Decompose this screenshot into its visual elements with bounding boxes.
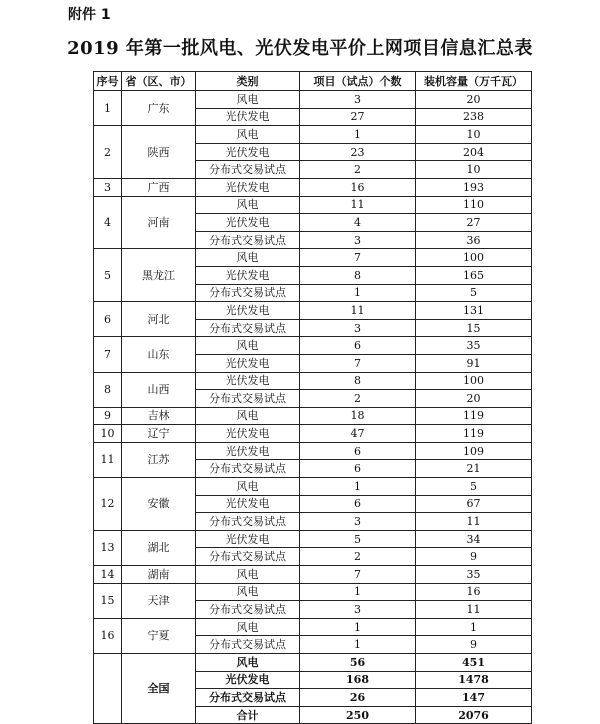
row-capacity: 34: [416, 530, 532, 548]
row-project-count: 1: [300, 583, 416, 601]
row-project-count: 168: [300, 671, 416, 689]
row-project-count: 6: [300, 337, 416, 355]
row-category: 风电: [196, 618, 300, 636]
table-row: [94, 425, 532, 443]
row-category: 风电: [196, 249, 300, 267]
row-capacity: 67: [416, 495, 532, 513]
table-row: [94, 530, 532, 548]
row-capacity: 119: [416, 425, 532, 443]
row-project-count: 1: [300, 126, 416, 144]
row-province: 湖南: [122, 566, 196, 584]
row-capacity: 5: [416, 478, 532, 496]
row-index: 7: [94, 337, 122, 372]
row-province: 湖北: [122, 530, 196, 565]
total-capacity: 2076: [416, 706, 532, 724]
attachment-label: 附件 1: [68, 7, 111, 23]
row-capacity: 193: [416, 178, 532, 196]
row-capacity: 238: [416, 108, 532, 126]
row-category: 分布式交易试点: [196, 548, 300, 566]
row-project-count: 11: [300, 196, 416, 214]
row-category: 光伏发电: [196, 108, 300, 126]
row-project-count: 1: [300, 618, 416, 636]
row-province: 宁夏: [122, 618, 196, 653]
row-project-count: 4: [300, 214, 416, 232]
row-index: 11: [94, 442, 122, 477]
row-project-count: 3: [300, 231, 416, 249]
row-capacity: 20: [416, 390, 532, 408]
row-project-count: 8: [300, 266, 416, 284]
row-project-count: 7: [300, 249, 416, 267]
row-category: 风电: [196, 654, 300, 672]
row-category: 风电: [196, 196, 300, 214]
row-category: 光伏发电: [196, 442, 300, 460]
row-project-count: 16: [300, 178, 416, 196]
row-province: 河北: [122, 302, 196, 337]
row-index: 8: [94, 372, 122, 407]
row-province: 安徽: [122, 478, 196, 531]
row-category: 分布式交易试点: [196, 319, 300, 337]
row-project-count: 3: [300, 319, 416, 337]
row-index: 1: [94, 91, 122, 126]
row-capacity: 109: [416, 442, 532, 460]
row-capacity: 119: [416, 407, 532, 425]
row-project-count: 27: [300, 108, 416, 126]
row-project-count: 1: [300, 636, 416, 654]
row-project-count: 7: [300, 354, 416, 372]
table-row: [94, 249, 532, 267]
column-header-index: 序号: [94, 72, 122, 91]
row-province: 广西: [122, 178, 196, 196]
row-capacity: 9: [416, 548, 532, 566]
table-row: [94, 196, 532, 214]
row-capacity: 110: [416, 196, 532, 214]
row-category: 光伏发电: [196, 214, 300, 232]
row-province: 江苏: [122, 442, 196, 477]
row-category: 光伏发电: [196, 372, 300, 390]
column-header-capacity: 装机容量（万千瓦）: [416, 72, 532, 91]
row-project-count: 47: [300, 425, 416, 443]
row-capacity: 204: [416, 143, 532, 161]
row-category: 分布式交易试点: [196, 231, 300, 249]
row-project-count: 18: [300, 407, 416, 425]
row-category: 分布式交易试点: [196, 513, 300, 531]
row-project-count: 6: [300, 442, 416, 460]
row-index: 13: [94, 530, 122, 565]
row-capacity: 35: [416, 337, 532, 355]
row-category: 光伏发电: [196, 143, 300, 161]
row-category: 分布式交易试点: [196, 601, 300, 619]
row-category: 风电: [196, 407, 300, 425]
row-province: 广东: [122, 91, 196, 126]
total-label: 合计: [196, 706, 300, 724]
row-project-count: 1: [300, 478, 416, 496]
row-province: 山西: [122, 372, 196, 407]
row-capacity: 16: [416, 583, 532, 601]
row-category: 光伏发电: [196, 266, 300, 284]
row-province: 辽宁: [122, 425, 196, 443]
row-province: 吉林: [122, 407, 196, 425]
table-row: [94, 91, 532, 109]
column-header-category: 类别: [196, 72, 300, 91]
table-row: [94, 302, 532, 320]
table-body: [94, 91, 532, 724]
row-index: 9: [94, 407, 122, 425]
table-row: [94, 442, 532, 460]
row-index: 16: [94, 618, 122, 653]
row-capacity: 451: [416, 654, 532, 672]
row-capacity: 10: [416, 126, 532, 144]
row-project-count: 2: [300, 161, 416, 179]
table-row: [94, 566, 532, 584]
row-capacity: 11: [416, 601, 532, 619]
row-category: 光伏发电: [196, 495, 300, 513]
row-capacity: 165: [416, 266, 532, 284]
row-category: 分布式交易试点: [196, 161, 300, 179]
row-category: 分布式交易试点: [196, 636, 300, 654]
row-category: 分布式交易试点: [196, 390, 300, 408]
row-capacity: 35: [416, 566, 532, 584]
row-index: 3: [94, 178, 122, 196]
row-capacity: 9: [416, 636, 532, 654]
row-category: 分布式交易试点: [196, 689, 300, 707]
table-row: [94, 372, 532, 390]
row-province: 天津: [122, 583, 196, 618]
table-row: [94, 337, 532, 355]
summary-table: [93, 71, 532, 724]
row-capacity: 10: [416, 161, 532, 179]
row-province: 陕西: [122, 126, 196, 179]
row-category: 风电: [196, 583, 300, 601]
row-index: 4: [94, 196, 122, 249]
row-category: 光伏发电: [196, 178, 300, 196]
row-category: 分布式交易试点: [196, 284, 300, 302]
row-project-count: 56: [300, 654, 416, 672]
row-index: 12: [94, 478, 122, 531]
row-project-count: 5: [300, 530, 416, 548]
row-capacity: 21: [416, 460, 532, 478]
row-category: 风电: [196, 91, 300, 109]
row-capacity: 1: [416, 618, 532, 636]
row-capacity: 147: [416, 689, 532, 707]
table-row: [94, 618, 532, 636]
row-project-count: 7: [300, 566, 416, 584]
table-row: [94, 407, 532, 425]
column-header-project-count: 项目（试点）个数: [300, 72, 416, 91]
row-index: 5: [94, 249, 122, 302]
row-project-count: 6: [300, 460, 416, 478]
row-index: 6: [94, 302, 122, 337]
row-capacity: 15: [416, 319, 532, 337]
row-category: 风电: [196, 478, 300, 496]
row-capacity: 100: [416, 249, 532, 267]
row-capacity: 100: [416, 372, 532, 390]
row-project-count: 26: [300, 689, 416, 707]
table-header-row: [94, 72, 532, 91]
row-project-count: 11: [300, 302, 416, 320]
row-province: 河南: [122, 196, 196, 249]
national-index-cell: [94, 654, 122, 724]
row-project-count: 1: [300, 284, 416, 302]
row-project-count: 3: [300, 601, 416, 619]
table-row: [94, 178, 532, 196]
row-category: 风电: [196, 126, 300, 144]
row-capacity: 20: [416, 91, 532, 109]
row-category: 分布式交易试点: [196, 460, 300, 478]
row-project-count: 2: [300, 548, 416, 566]
row-capacity: 1478: [416, 671, 532, 689]
row-index: 2: [94, 126, 122, 179]
row-capacity: 5: [416, 284, 532, 302]
column-header-province: 省（区、市）: [122, 72, 196, 91]
row-category: 光伏发电: [196, 530, 300, 548]
table-row: [94, 126, 532, 144]
table-row: [94, 478, 532, 496]
row-province: 山东: [122, 337, 196, 372]
row-index: 14: [94, 566, 122, 584]
row-capacity: 36: [416, 231, 532, 249]
row-project-count: 6: [300, 495, 416, 513]
row-project-count: 23: [300, 143, 416, 161]
row-category: 光伏发电: [196, 302, 300, 320]
row-capacity: 27: [416, 214, 532, 232]
row-index: 15: [94, 583, 122, 618]
national-label: 全国: [122, 654, 196, 724]
row-project-count: 3: [300, 91, 416, 109]
row-category: 风电: [196, 337, 300, 355]
row-project-count: 8: [300, 372, 416, 390]
row-capacity: 131: [416, 302, 532, 320]
page-title: 2019 年第一批风电、光伏发电平价上网项目信息汇总表: [67, 38, 533, 59]
row-capacity: 11: [416, 513, 532, 531]
row-project-count: 3: [300, 513, 416, 531]
row-category: 风电: [196, 566, 300, 584]
row-province: 黑龙江: [122, 249, 196, 302]
row-category: 光伏发电: [196, 354, 300, 372]
table-row-national: [94, 654, 532, 672]
total-project-count: 250: [300, 706, 416, 724]
row-category: 光伏发电: [196, 671, 300, 689]
row-index: 10: [94, 425, 122, 443]
row-capacity: 91: [416, 354, 532, 372]
table-row: [94, 583, 532, 601]
row-category: 光伏发电: [196, 425, 300, 443]
row-project-count: 2: [300, 390, 416, 408]
